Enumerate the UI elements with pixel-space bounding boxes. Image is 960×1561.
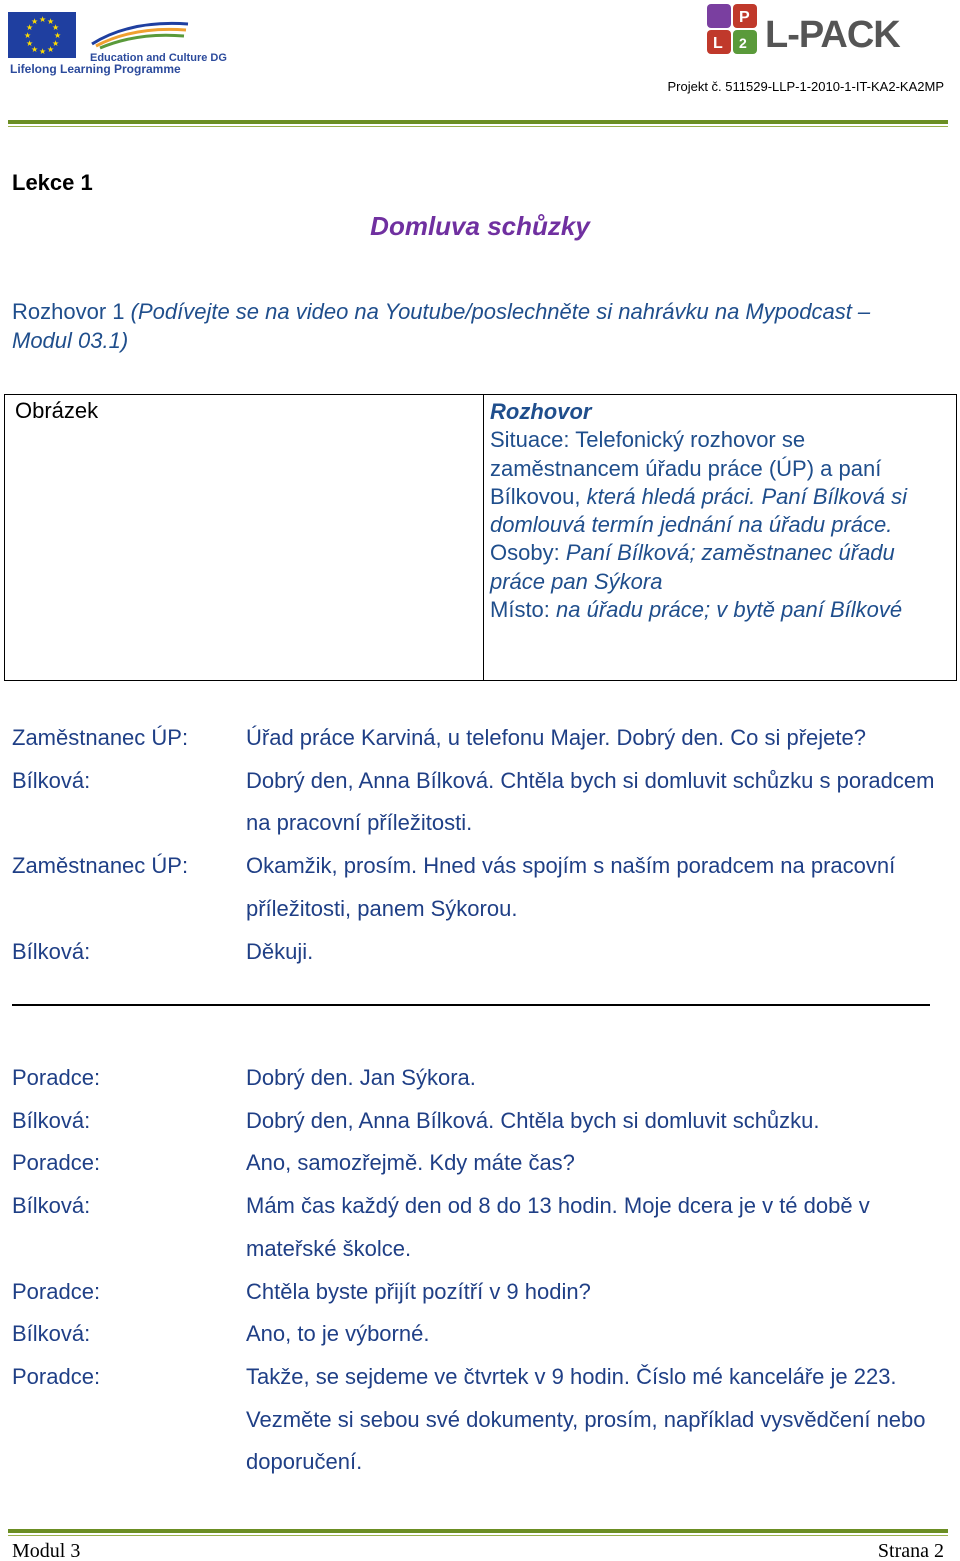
utterance: Dobrý den, Anna Bílková. Chtěla bych si domluvit schůzku.: [246, 1107, 820, 1133]
eu-programme-label: Lifelong Learning Programme: [10, 62, 181, 76]
section-divider: [12, 1004, 930, 1006]
footer-divider-thin: [8, 1535, 948, 1536]
situation-text-italic: která hledá práci. Paní Bílková si domlouvá termín jednání na úřadu práce.: [490, 483, 907, 538]
swoosh-icon: [90, 18, 190, 50]
utterance: Ano, to je výborné.: [246, 1321, 430, 1347]
footer-module: Modul 3: [12, 1540, 81, 1561]
svg-text:★: ★: [26, 39, 34, 48]
speaker: Bílková:: [12, 1321, 91, 1347]
dialog-line: [12, 760, 952, 845]
conversation-info-table: [4, 394, 957, 681]
svg-text:★: ★: [24, 31, 32, 40]
svg-text:★: ★: [54, 31, 62, 40]
lpack-brand-text: L-PACK: [765, 14, 900, 56]
situation-text: Telefonický rozhovor se zaměstnancem úřadu práce (ÚP) a paní Bílkovou,: [490, 427, 882, 509]
utterance: Chtěla byste přijít pozítří v 9 hodin?: [246, 1278, 591, 1304]
dialog-line: [12, 1271, 952, 1314]
svg-text:★: ★: [39, 15, 47, 24]
eu-dg-label: Education and Culture DG: [90, 52, 227, 64]
eu-flag-icon: [8, 12, 76, 58]
speaker: Bílková:: [12, 767, 91, 793]
lesson-heading: Lekce 1: [12, 170, 93, 195]
speaker: Bílková:: [12, 938, 91, 964]
situation: [490, 426, 950, 539]
speaker: Bílková:: [12, 1107, 91, 1133]
svg-text:★: ★: [26, 23, 34, 32]
dialog-line: [12, 845, 952, 930]
dialog-line: [12, 717, 952, 760]
svg-text:★: ★: [52, 23, 60, 32]
intro-paragraph: [12, 297, 912, 355]
persons-text: Paní Bílková; zaměstnanec úřadu práce pan Sýkora: [490, 540, 895, 594]
dialog-line: [12, 1356, 952, 1484]
svg-text:L: L: [713, 35, 723, 52]
picture-cell: [5, 395, 484, 680]
project-number: Projekt č. 511529-LLP-1-2010-1-IT-KA2-KA2MP: [667, 79, 944, 94]
svg-text:★: ★: [31, 17, 39, 26]
speaker: Zaměstnanec ÚP:: [12, 853, 189, 879]
speaker: Poradce:: [12, 1150, 101, 1176]
utterance: Takže, se sejdeme ve čtvrtek v 9 hodin. Číslo mé kanceláře je 223. Vezměte si sebou své dokumenty, prosím, například vysvědčení nebo doporučení.: [246, 1363, 926, 1475]
utterance: Úřad práce Karviná, u telefonu Majer. Dobrý den. Co si přejete?: [246, 725, 866, 750]
dialog-line: [12, 1313, 952, 1356]
place: [490, 596, 950, 624]
intro-text: (Podívejte se na video na Youtube/poslechněte si nahrávku na Mypodcast – Modul 03.1): [12, 299, 871, 353]
dialog-line: [12, 1100, 952, 1143]
situation-label: Situace:: [490, 427, 576, 453]
conversation-cell: [484, 395, 956, 680]
svg-text:★: ★: [39, 47, 47, 56]
dialog-part-2: [12, 1057, 952, 1484]
svg-text:★: ★: [31, 45, 39, 54]
conversation-heading: Rozhovor: [490, 399, 592, 424]
svg-text:★: ★: [47, 17, 55, 26]
speaker: Poradce:: [12, 1278, 101, 1304]
utterance: Okamžik, prosím. Hned vás spojím s naším poradcem na pracovní příležitosti, panem Sýkorou.: [246, 853, 896, 921]
utterance: Ano, samozřejmě. Kdy máte čas?: [246, 1150, 575, 1176]
utterance: Dobrý den, Anna Bílková. Chtěla bych si domluvit schůzku s poradcem na pracovní příležitosti.: [246, 767, 935, 836]
eu-lifelong-learning-logo: [8, 12, 227, 78]
speaker: Poradce:: [12, 1065, 101, 1090]
persons: [490, 539, 950, 596]
place-text: na úřadu práce; v bytě paní Bílkové: [556, 597, 903, 623]
footer-page-number: Strana 2: [877, 1540, 944, 1561]
speaker: Poradce:: [12, 1363, 101, 1389]
utterance: Dobrý den. Jan Sýkora.: [246, 1065, 476, 1090]
utterance: Mám čas každý den od 8 do 13 hodin. Moje dcera je v té době v mateřské školce.: [246, 1193, 870, 1261]
utterance: Děkuji.: [246, 938, 314, 964]
page-title: Domluva schůzky: [370, 211, 590, 241]
footer-divider: [8, 1529, 948, 1533]
svg-text:P: P: [739, 9, 750, 26]
dialog-line: [12, 1185, 952, 1270]
speaker: Bílková:: [12, 1193, 91, 1219]
svg-text:★: ★: [52, 39, 60, 48]
persons-label: Osoby:: [490, 540, 566, 566]
svg-text:2: 2: [739, 35, 747, 51]
intro-label: Rozhovor 1: [12, 299, 125, 324]
dialog-part-1: [12, 717, 952, 973]
dialog-line: [12, 931, 952, 974]
picture-label: Obrázek: [15, 398, 99, 423]
header-divider: [8, 120, 948, 124]
place-label: Místo:: [490, 597, 557, 623]
lpack-puzzle-icon: [703, 2, 763, 70]
svg-text:★: ★: [47, 45, 55, 54]
speaker: Zaměstnanec ÚP:: [12, 725, 189, 750]
lpack-logo: [703, 2, 943, 72]
dialog-line: [12, 1142, 952, 1185]
header-divider-thin: [8, 126, 948, 127]
dialog-line: [12, 1057, 952, 1100]
